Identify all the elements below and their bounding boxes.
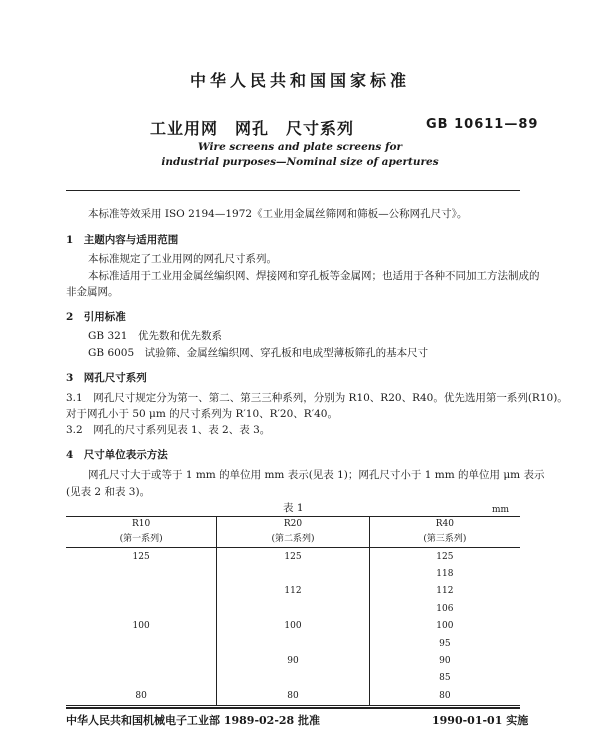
title-divider [66, 190, 520, 191]
intro-paragraph: 本标准等效采用 ISO 2194—1972《工业用金属丝筛网和筛板—公称网孔尺寸》。 [88, 208, 468, 220]
clause-3-2: 3.2 网孔的尺寸系列见表 1、表 2、表 3。 [66, 424, 271, 436]
table-cell: 118 [436, 569, 454, 580]
section-1-paragraph-2-cont: 非金属网。 [66, 286, 119, 298]
table-cell: 90 [439, 656, 451, 667]
table-row [66, 583, 520, 600]
column-header-r40: R40 [369, 517, 520, 533]
table-cell: 90 [217, 652, 369, 669]
section-3-heading: 3 网孔尺寸系列 [66, 372, 147, 384]
table-cell [217, 635, 369, 652]
table-cell: 95 [439, 638, 451, 649]
table-row [66, 670, 520, 687]
footer-divider [66, 707, 520, 709]
table-caption: 表 1 [283, 502, 304, 514]
table-cell: 125 [217, 548, 369, 566]
table-cell: 85 [439, 673, 451, 684]
table-cell [66, 600, 217, 617]
table-cell [217, 565, 369, 582]
table-cell: 80 [217, 687, 369, 705]
table-unit: mm [492, 505, 510, 515]
table-cell: 80 [369, 687, 520, 705]
column-subheader-r20: (第二系列) [217, 532, 369, 548]
table-cell: 100 [217, 618, 369, 635]
table-cell [66, 565, 217, 582]
table-cell: 100 [132, 621, 150, 632]
table-cell [66, 652, 217, 669]
table-row [66, 565, 520, 582]
section-2-heading: 2 引用标准 [66, 311, 126, 323]
column-header-r20: R20 [217, 517, 369, 533]
standard-code: GB 10611—89 [426, 117, 539, 132]
table-cell: 112 [217, 583, 369, 600]
section-4-paragraph: 网孔尺寸大于或等于 1 mm 的单位用 mm 表示(见表 1)；网孔尺寸小于 1 mm 的单位用 μm 表示 [88, 469, 545, 481]
section-1-paragraph-1: 本标准规定了工业用网的网孔尺寸系列。 [88, 253, 277, 265]
table-cell [217, 670, 369, 687]
section-4-paragraph-cont: (见表 2 和表 3)。 [66, 486, 151, 498]
table-row [66, 618, 520, 635]
table-row [66, 687, 520, 705]
table-row [66, 548, 520, 566]
section-4-heading: 4 尺寸单位表示方法 [66, 449, 168, 461]
table-row [66, 600, 520, 617]
table-row [66, 635, 520, 652]
table-cell: 125 [436, 551, 454, 562]
table-cell: 100 [436, 621, 454, 632]
aperture-size-table [66, 516, 520, 706]
table-cell: 112 [436, 586, 454, 597]
section-1-heading: 1 主题内容与适用范围 [66, 234, 179, 246]
table-cell: 125 [132, 551, 150, 562]
table-cell [66, 583, 217, 600]
table-row [66, 652, 520, 669]
document-title: 工业用网 网孔 尺寸系列 [150, 119, 355, 138]
english-title-line-1: Wire screens and plate screens for [197, 141, 403, 153]
table-cell [66, 670, 217, 687]
column-subheader-r10: (第一系列) [66, 532, 217, 548]
implementation-date: 1990-01-01 实施 [432, 714, 529, 727]
reference-gb321: GB 321 优先数和优先数系 [88, 330, 222, 342]
column-header-r10: R10 [66, 517, 217, 533]
clause-3-1-cont: 对于网孔小于 50 μm 的尺寸系列为 R′10、R′20、R′40。 [66, 408, 338, 420]
approval-line: 中华人民共和国机械电子工业部 1989-02-28 批准 [66, 714, 321, 727]
table-cell: 106 [436, 603, 454, 614]
table-cell: 80 [66, 687, 217, 705]
clause-3-1: 3.1 网孔尺寸规定分为第一、第二、第三三种系列，分别为 R10、R20、R40。优先选用第一系列(R10)。 [66, 392, 568, 404]
section-1-paragraph-2: 本标准适用于工业用金属丝编织网、焊接网和穿孔板等金属网；也适用于各种不同加工方法制成的 [88, 270, 540, 282]
english-title-line-2: industrial purposes—Nominal size of apertures [161, 156, 439, 168]
column-subheader-r40: (第三系列) [369, 532, 520, 548]
reference-gb6005: GB 6005 试验筛、金属丝编织网、穿孔板和电成型薄板筛孔的基本尺寸 [88, 347, 429, 359]
table-cell [66, 635, 217, 652]
table-cell [217, 600, 369, 617]
standard-heading: 中华人民共和国国家标准 [189, 71, 410, 90]
